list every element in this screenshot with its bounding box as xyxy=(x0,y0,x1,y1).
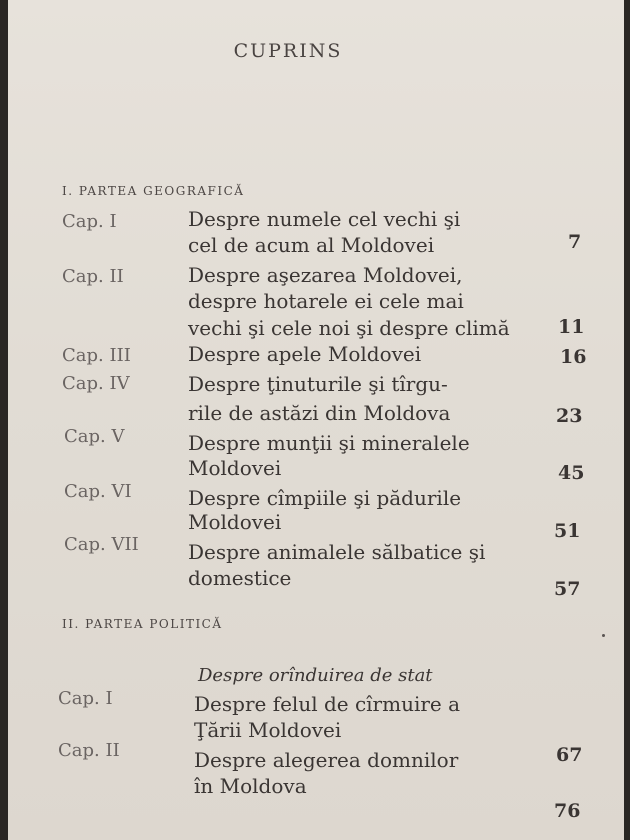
chapter-page-number: 76 xyxy=(554,800,581,822)
chapter-title-line: Ţării Moldovei xyxy=(194,718,342,742)
chapter-title-line: Despre animalele sălbatice şi xyxy=(188,540,486,564)
chapter-page-number: 45 xyxy=(558,462,585,484)
chapter-title-line: Despre apele Moldovei xyxy=(188,342,422,366)
chapter-label: Cap. IV xyxy=(62,373,130,394)
chapter-label: Cap. V xyxy=(64,426,125,447)
page-title: CUPRINS xyxy=(233,40,343,62)
chapter-title-line: Moldovei xyxy=(188,456,282,480)
chapter-title-line: Despre numele cel vechi şi xyxy=(188,207,461,231)
chapter-label: Cap. II xyxy=(58,740,120,761)
chapter-label: Cap. VII xyxy=(64,534,139,555)
chapter-page-number: 16 xyxy=(560,346,587,368)
section-heading-geographic: I. PARTEA GEOGRAFICĂ xyxy=(62,184,245,198)
section-heading-political: II. PARTEA POLITICĂ xyxy=(62,617,223,631)
book-page xyxy=(8,0,624,840)
chapter-title-line: cel de acum al Moldovei xyxy=(188,233,435,257)
chapter-title-line: Despre munţii şi mineralele xyxy=(188,431,470,455)
chapter-page-number: 7 xyxy=(568,231,582,253)
chapter-page-number: 51 xyxy=(554,520,581,542)
chapter-label: Cap. I xyxy=(62,211,117,232)
chapter-title-line: Moldovei xyxy=(188,510,282,534)
chapter-title-line: Despre alegerea domnilor xyxy=(194,748,459,772)
chapter-title-line: Despre cîmpiile şi pădurile xyxy=(188,486,462,510)
chapter-label: Cap. I xyxy=(58,688,113,709)
chapter-page-number: 23 xyxy=(556,405,583,427)
chapter-label: Cap. VI xyxy=(64,481,132,502)
chapter-label: Cap. II xyxy=(62,266,124,287)
chapter-title-line: în Moldova xyxy=(194,774,307,798)
chapter-page-number: 11 xyxy=(558,316,585,338)
chapter-title-line: vechi şi cele noi şi despre climă xyxy=(188,316,510,340)
chapter-page-number: 57 xyxy=(554,578,581,600)
chapter-page-number: 67 xyxy=(556,744,583,766)
chapter-title-line: domestice xyxy=(188,566,292,590)
section-subheading: Despre orînduirea de stat xyxy=(198,665,433,686)
chapter-title-line: Despre aşezarea Moldovei, xyxy=(188,263,463,287)
chapter-label: Cap. III xyxy=(62,345,131,366)
chapter-title-line: despre hotarele ei cele mai xyxy=(188,289,464,313)
chapter-title-line: Despre ţinuturile şi tîrgu- xyxy=(188,372,448,396)
chapter-title-line: Despre felul de cîrmuire a xyxy=(194,692,461,716)
chapter-title-line: rile de astăzi din Moldova xyxy=(188,401,451,425)
print-speck xyxy=(602,634,605,637)
